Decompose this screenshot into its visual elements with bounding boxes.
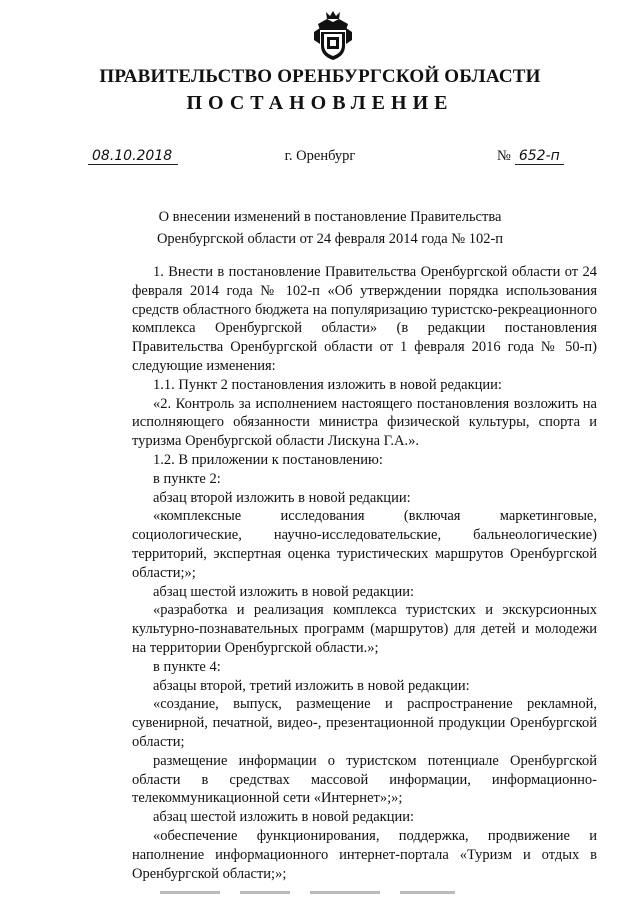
document-type: ПОСТАНОВЛЕНИЕ <box>186 92 454 114</box>
document-body <box>132 263 597 883</box>
paragraph-quote-2: «2. Контроль за исполнением настоящего постановления возложить на исполняющего обязанности министра физической культуры, спорта и туризма Оренбургской области Лискуна Г.А.». <box>132 395 597 450</box>
organization-name: ПРАВИТЕЛЬСТВО ОРЕНБУРГСКОЙ ОБЛАСТИ <box>99 66 541 87</box>
paragraph-abzac-6: абзац шестой изложить в новой редакции: <box>153 583 415 600</box>
paragraph-point-4: в пункте 4: <box>153 658 221 675</box>
paragraph-1-1: 1.1. Пункт 2 постановления изложить в новой редакции: <box>153 376 502 393</box>
paragraph-abzacy-2-3: абзацы второй, третий изложить в новой редакции: <box>153 677 470 694</box>
paragraph-quote-advertising: «создание, выпуск, размещение и распространение рекламной, сувенирной, печатной, видео-, презентационной продукции Оренбургской области; <box>132 696 597 750</box>
document-number: 652-п <box>515 148 564 165</box>
document-title <box>120 206 540 250</box>
paragraph-quote-research: «комплексные исследования (включая маркетинговые, социологические, научно-исследовательские, бальнеологические) территорий, экспертная оценка туристических маршрутов Оренбургской области;»; <box>132 508 597 581</box>
paragraph-abzac-6-b: абзац шестой изложить в новой редакции: <box>153 809 415 826</box>
coat-of-arms-emblem-icon <box>312 8 354 62</box>
paragraph-abzac-2: абзац второй изложить в новой редакции: <box>153 489 411 506</box>
paragraph-point-2: в пункте 2: <box>153 470 221 487</box>
document-number-block <box>497 148 564 165</box>
cut-off-text-line <box>160 890 460 896</box>
document-date: 08.10.2018 <box>88 148 178 165</box>
title-line-1: О внесении изменений в постановление Правительства <box>158 209 502 225</box>
paragraph-1-2: 1.2. В приложении к постановлению: <box>153 451 383 468</box>
paragraph-quote-portal: «обеспечение функционирования, поддержка, продвижение и наполнение информационного интернет-портала «Туризм и отдых в Оренбургской области;»; <box>132 827 597 882</box>
number-label: № <box>497 148 511 164</box>
paragraph-media-info: размещение информации о туристском потенциале Оренбургской области в средствах массовой информации, информационно-телекоммуникационной сети «Интернет»;»; <box>132 752 597 807</box>
paragraph-1: 1. Внести в постановление Правительства Оренбургской области от 24 февраля 2014 года № 102-п «Об утверждении порядка использования средств областного бюджета на популяризацию туристско-рекреационного комплекса Оренбургской области» (в редакции постановления Правительства Оренбургской области от 1 февраля 2016 года № 50-п) следующие изменения: <box>132 264 597 374</box>
document-city: г. Оренбург <box>284 148 356 164</box>
title-line-2: Оренбургской области от 24 февраля 2014 года № 102-п <box>156 231 504 247</box>
paragraph-quote-programs: «разработка и реализация комплекса туристских и экскурсионных культурно-познавательных программ (маршрутов) для детей и молодежи на территории Оренбургской области.»; <box>132 602 597 656</box>
